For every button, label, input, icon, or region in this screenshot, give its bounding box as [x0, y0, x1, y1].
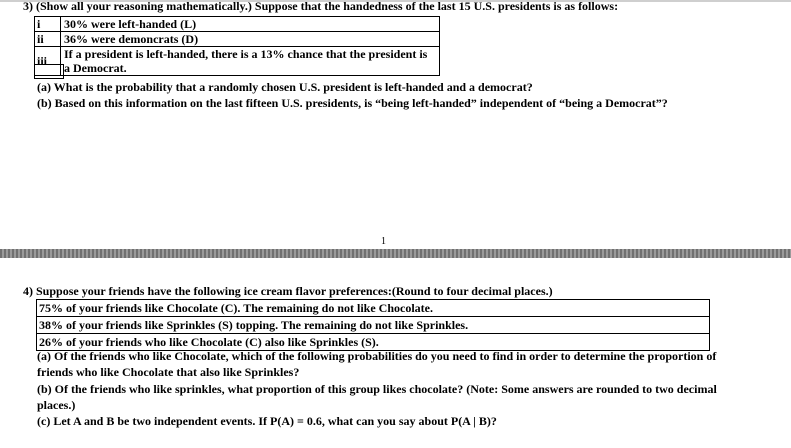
row-text: 30% were left-handed (L)	[61, 17, 440, 32]
table-row	[35, 17, 440, 32]
row-number: iii	[35, 47, 61, 76]
row-number: i	[35, 17, 61, 32]
q3-given-table	[34, 16, 440, 76]
list-item: 75% of your friends like Chocolate (C). The remaining do not like Chocolate.	[37, 300, 709, 317]
q4-part-c: (c) Let A and B be two independent events. If P(A) = 0.6, what can you say about P(A | B)?	[37, 414, 497, 428]
q3-part-a: (a) What is the probability that a randomly chosen U.S. president is left-handed and a democrat?	[37, 80, 533, 94]
row-text: 36% were demoncrats (D)	[61, 32, 440, 47]
q4-heading: 4) Suppose your friends have the following ice cream flavor preferences:(Round to four decimal places.)	[23, 284, 553, 298]
q4-part-a-line2: friends who like Chocolate that also like Sprinkles?	[37, 365, 300, 379]
empty-answer-box	[34, 64, 64, 79]
q3-part-b: (b) Based on this information on the last fifteen U.S. presidents, is “being left-handed” independent of “being a Democrat”?	[37, 96, 668, 110]
list-item: 38% of your friends like Sprinkles (S) topping. The remaining do not like Sprinkles.	[37, 317, 709, 334]
table-row	[35, 47, 440, 76]
q4-part-b-line2: places.)	[37, 398, 76, 412]
row-number: ii	[35, 32, 61, 47]
q4-part-a-line1: (a) Of the friends who like Chocolate, which of the following probabilities do you need to find in order to determine the proportion of	[37, 349, 717, 363]
page-separator	[0, 249, 791, 258]
list-item: 26% of your friends who like Chocolate (C) also like Sprinkles (S).	[39, 335, 379, 349]
q4-part-b-line1: (b) Of the friends who like sprinkles, what proportion of this group likes chocolate? (Note: Some answers are rounded to two decimal	[37, 382, 717, 396]
q3-heading: 3) (Show all your reasoning mathematically.) Suppose that the handedness of the last 15 U.S. presidents is as follows:	[23, 0, 619, 13]
page-number: 1	[381, 236, 386, 247]
row-text: If a president is left-handed, there is a 13% chance that the president is a Democrat.	[61, 47, 440, 76]
q4-preferences-box	[36, 299, 710, 351]
table-row	[35, 32, 440, 47]
